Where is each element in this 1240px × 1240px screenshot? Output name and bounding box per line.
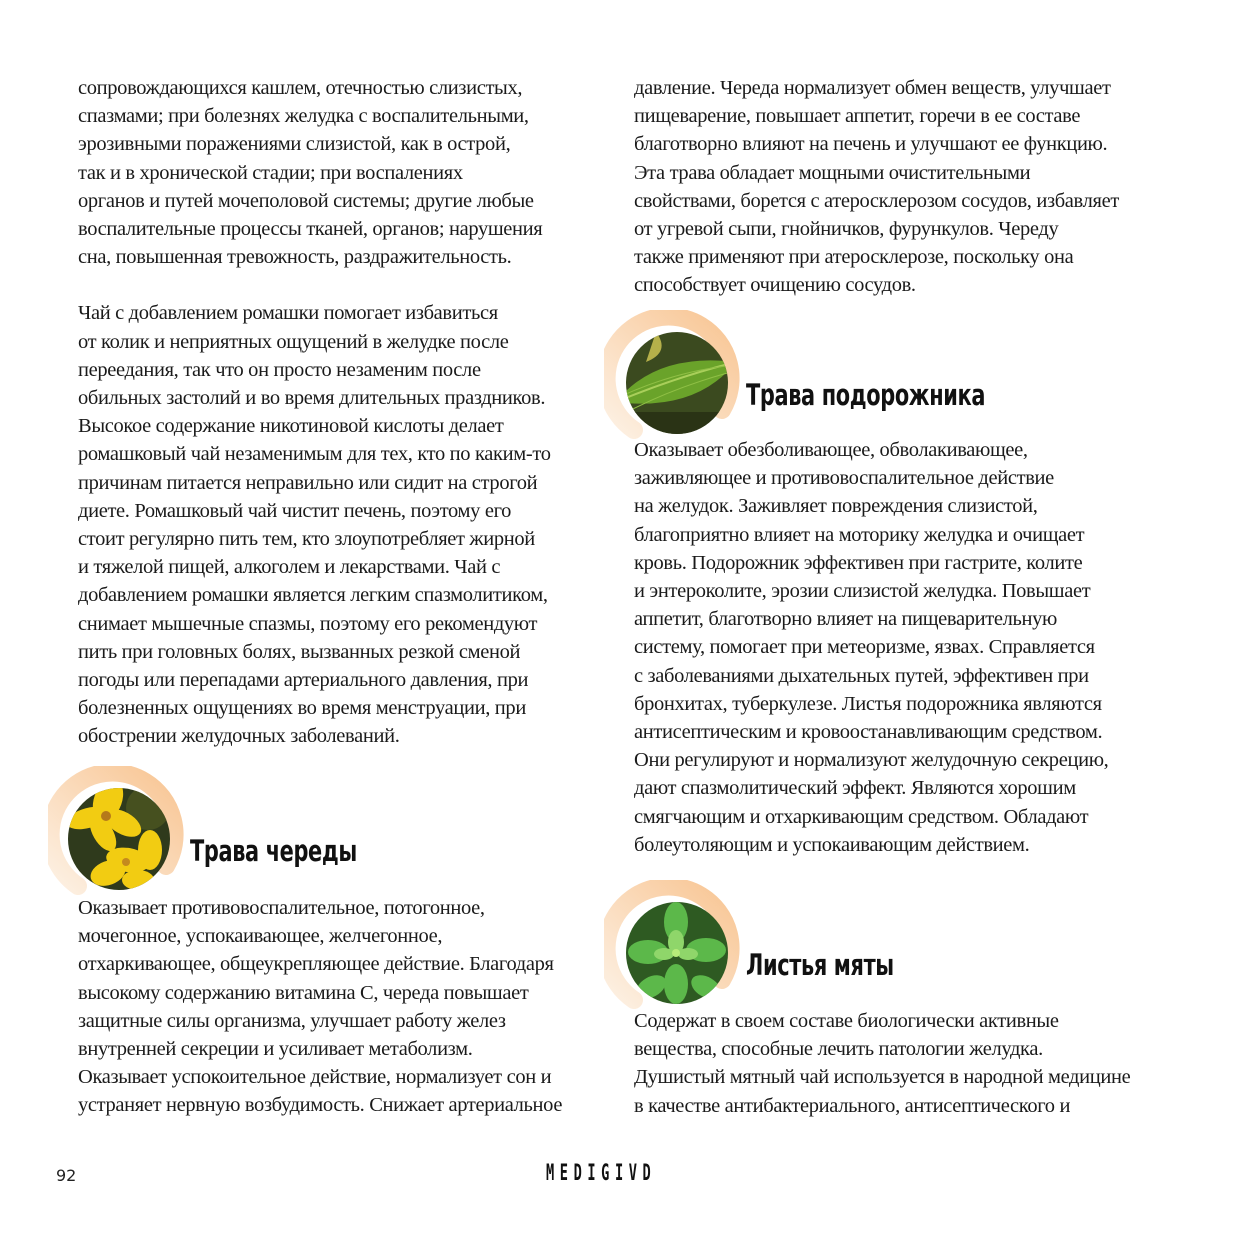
podorozhnik-paragraph [634,436,1108,859]
plantain-leaf-photo [626,332,728,434]
brand-logo: MEDIGIVD [546,1161,657,1186]
text-line: стоит регулярно пить тем, кто злоупотребляет жирной [78,528,535,551]
text-line: отхаркивающее, общеукрепляющее действие. Благодаря [78,953,554,976]
text-line: аппетит, благотворно влияет на пищеварительную [634,608,1057,631]
mint-leaves-photo [626,902,728,1004]
text-line: систему, помогает при метеоризме, язвах. Справляется [634,636,1095,659]
text-line: благоприятно влияет на моторику желудка и очищает [634,523,1085,546]
text-line: на желудок. Заживляет повреждения слизистой, [634,495,1038,518]
right-column [634,74,1194,300]
yellow-flower-photo [68,788,170,890]
herb-title: Листья мяты [746,948,894,982]
text-line: устраняет нервную возбудимость. Снижает артериальное [78,1094,563,1117]
text-line: обострении желудочных заболеваний. [78,725,400,748]
text-line: в качестве антибактериального, антисептического и [634,1094,1071,1117]
text-line: Оказывает успокоительное действие, нормализует сон и [78,1066,552,1089]
text-line: снимает мышечные спазмы, поэтому его рекомендуют [78,612,538,635]
text-line: добавлением ромашки является легким спазмолитиком, [78,584,548,607]
myata-paragraph [634,1007,1130,1120]
left-column [78,74,638,751]
text-line: от угревой сыпи, гнойничков, фурункулов. Череду [634,218,1059,241]
text-line: ромашковый чай незаменимым для тех, кто по каким-то [78,443,551,466]
text-line: бронхитах, туберкулезе. Листья подорожника являются [634,692,1102,715]
chamomile-paragraph [78,299,638,750]
text-line: болезненных ощущениях во время менструации, при [78,697,526,720]
text-line: Оказывает обезболивающее, обволакивающее, [634,439,1028,461]
text-line: вещества, способные лечить патологии желудка. [634,1038,1043,1061]
text-line: Содержат в своем составе биологически активные [634,1010,1059,1032]
text-line: болеутоляющим и успокаивающим действием. [634,833,1030,856]
text-line: кровь. Подорожник эффективен при гастрите, колите [634,551,1083,574]
text-line: также применяют при атеросклерозе, поскольку она [634,246,1074,269]
text-line: Чай с добавлением ромашки помогает избавиться [78,302,498,325]
text-line: Душистый мятный чай используется в народной медицине [634,1066,1131,1089]
text-line: свойствами, борется с атеросклерозом сосудов, избавляет [634,189,1119,212]
text-line: сопровождающихся кашлем, отечностью слизистых, [78,77,523,99]
text-line: мочегонное, успокаивающее, желчегонное, [78,925,443,948]
text-line: эрозивными поражениями слизистой, как в острой, [78,133,511,156]
herb-description-myata [634,1007,1130,1120]
chereda-continued-paragraph [634,74,1194,300]
text-line: защитные силы организма, улучшает работу желез [78,1009,506,1032]
text-line: благотворно влияют на печень и улучшают ее функцию. [634,133,1108,156]
herb-description-podorozhnik [634,436,1108,859]
text-line: воспалительные процессы тканей, органов; нарушения [78,218,543,241]
herb-description-chereda [78,894,562,1120]
text-line: погоды или перепадами артериального давления, при [78,669,529,692]
herb-title: Трава подорожника [746,378,986,412]
text-line: Эта трава обладает мощными очистительными [634,161,1031,184]
text-line: переедания, так что он просто незаменим после [78,358,481,381]
text-line: Они регулируют и нормализуют желудочную секрецию, [634,749,1109,772]
text-line: дают спазмолитический эффект. Являются хорошим [634,777,1076,800]
text-line: сна, повышенная тревожность, раздражительность. [78,246,512,269]
text-line: внутренней секреции и усиливает метаболизм. [78,1038,473,1061]
text-line: спазмами; при болезнях желудка с воспалительными, [78,105,529,128]
text-line: от колик и неприятных ощущений в желудке после [78,330,509,353]
text-line: давление. Череда нормализует обмен веществ, улучшает [634,77,1111,99]
herb-title: Трава череды [190,834,357,868]
text-line: и тяжелой пищей, алкоголем и лекарствами. Чай с [78,556,501,579]
text-line: и энтероколите, эрозии слизистой желудка. Повышает [634,580,1091,603]
text-line: способствует очищению сосудов. [634,274,916,297]
text-line: заживляющее и противовоспалительное действие [634,467,1054,490]
text-line: органов и путей мочеполовой системы; другие любые [78,189,534,212]
text-line: смягчающим и отхаркивающим средством. Обладают [634,805,1089,828]
text-line: с заболеваниями дыхательных путей, эффективен при [634,664,1089,687]
text-line: Оказывает противовоспалительное, потогонное, [78,897,485,919]
text-line: Высокое содержание никотиновой кислоты делает [78,415,504,438]
text-line: обильных застолий и во время длительных праздников. [78,387,546,410]
text-line: так и в хронической стадии; при воспалениях [78,161,463,184]
page-number: 92 [56,1166,77,1185]
text-line: антисептическим и кровоостанавливающим средством. [634,721,1103,744]
intro-paragraph [78,74,638,271]
chereda-paragraph [78,894,562,1120]
text-line: диете. Ромашковый чай чистит печень, поэтому его [78,499,512,522]
text-line: пищеварение, повышает аппетит, горечи в ее составе [634,105,1081,128]
text-line: пить при головных болях, вызванных резкой сменой [78,640,521,663]
text-line: высокому содержанию витамина С, череда повышает [78,981,529,1004]
text-line: причинам питается неправильно или сидит на строгой [78,471,538,494]
